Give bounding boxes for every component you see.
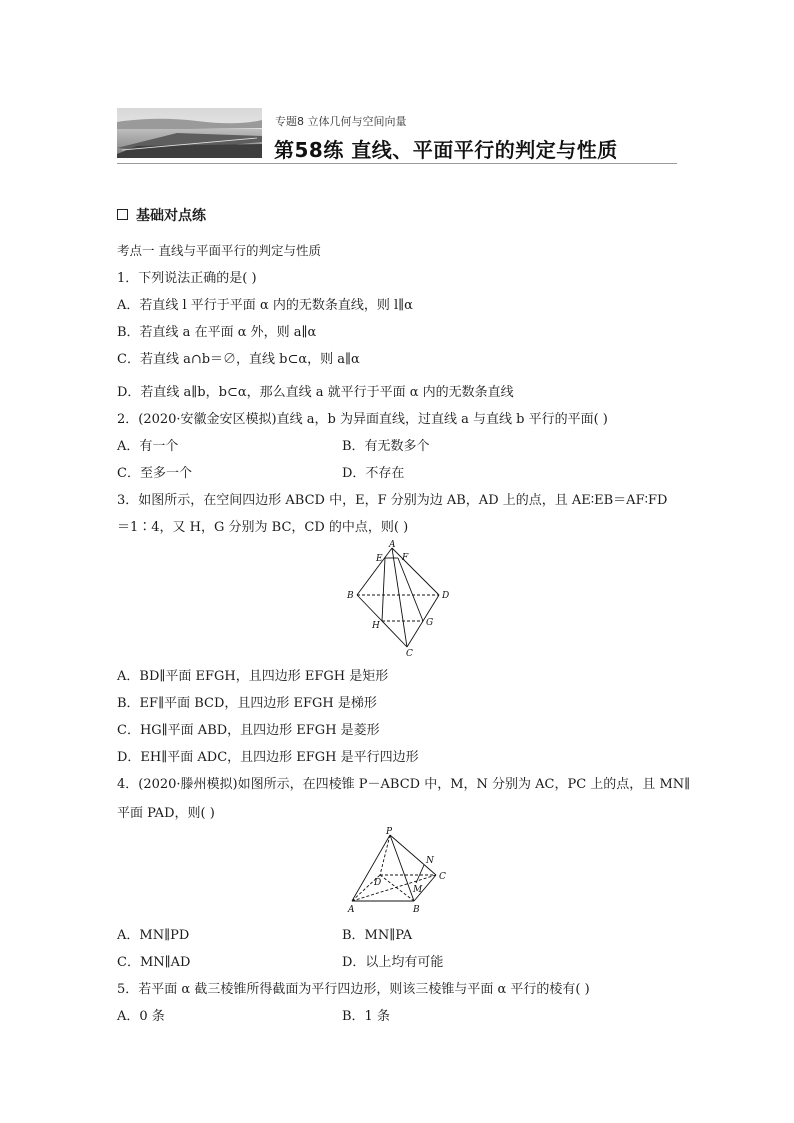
question-4-stem: 4．(2020·滕州模拟)如图所示，在四棱锥 P－ABCD 中，M，N 分别为 AC，PC 上的点，且 MN∥: [117, 777, 691, 792]
page-title: 第58练 直线、平面平行的判定与性质: [274, 138, 618, 162]
question-4-option-b: B．MN∥PA: [342, 928, 413, 943]
question-3-stem-continued: ＝1∶4，又 H，G 分别为 BC，CD 的中点，则( ): [117, 520, 409, 535]
label-e: E: [376, 554, 383, 564]
tetrahedron-figure: [342, 540, 457, 658]
question-2-option-b: B．有无数多个: [342, 439, 430, 454]
section-heading-text: 基础对点练: [136, 208, 206, 224]
label-h: H: [372, 621, 380, 631]
question-3-stem: 3．如图所示，在空间四边形 ABCD 中，E，F 分别为边 AB，AD 上的点，且 AE∶EB＝AF∶FD: [117, 493, 668, 508]
label-f: F: [402, 553, 409, 563]
chapter-label: 专题8 立体几何与空间向量: [275, 115, 407, 128]
label-c2: C: [439, 872, 446, 882]
label-m: M: [413, 885, 423, 895]
question-2-stem: 2．(2020·安徽金安区模拟)直线 a，b 为异面直线，过直线 a 与直线 b 平行的平面( ): [117, 412, 608, 427]
pyramid-figure: [340, 825, 455, 915]
topic-heading: 考点一 直线与平面平行的判定与性质: [117, 243, 321, 258]
question-5-stem: 5．若平面 α 截三棱锥所得截面为平行四边形，则该三棱锥与平面 α 平行的棱有( ): [117, 982, 590, 997]
question-4-option-d: D．以上均有可能: [342, 955, 444, 970]
checkbox-square-icon: [117, 209, 128, 220]
question-3-option-b: B．EF∥平面 BCD，且四边形 EFGH 是梯形: [117, 696, 377, 711]
question-2-option-c: C．至多一个: [117, 466, 192, 481]
question-1-option-c: C．若直线 a∩b＝∅，直线 b⊂α，则 a∥α: [117, 352, 360, 367]
label-a2: A: [348, 905, 355, 915]
question-1-option-d: D．若直线 a∥b，b⊂α，那么直线 a 就平行于平面 α 内的无数条直线: [117, 385, 514, 400]
question-1-stem: 1．下列说法正确的是( ): [117, 271, 257, 286]
question-2-option-d: D．不存在: [342, 466, 405, 481]
question-5-option-a: A．0 条: [117, 1009, 165, 1024]
section-heading: [117, 205, 206, 225]
question-2-option-a: A．有一个: [117, 439, 179, 454]
label-a: A: [389, 540, 396, 550]
label-c: C: [406, 649, 413, 658]
question-4-option-c: C．MN∥AD: [117, 955, 191, 970]
label-b2: B: [413, 905, 420, 915]
header-divider: [117, 163, 677, 164]
label-p: P: [386, 827, 393, 837]
label-n: N: [426, 856, 434, 866]
question-1-option-b: B．若直线 a 在平面 α 外，则 a∥α: [117, 325, 317, 340]
label-d2: D: [374, 878, 382, 888]
question-3-option-d: D．EH∥平面 ADC，且四边形 EFGH 是平行四边形: [117, 750, 419, 765]
question-3-option-a: A．BD∥平面 EFGH，且四边形 EFGH 是矩形: [117, 669, 389, 684]
label-g: G: [426, 618, 434, 628]
question-1-option-a: A．若直线 l 平行于平面 α 内的无数条直线，则 l∥α: [117, 298, 413, 313]
header-banner-image: [117, 108, 262, 158]
question-5-option-b: B．1 条: [342, 1009, 390, 1024]
label-b: B: [347, 591, 354, 601]
question-3-option-c: C．HG∥平面 ABD，且四边形 EFGH 是菱形: [117, 723, 380, 738]
label-d: D: [442, 591, 450, 601]
question-4-stem-continued: 平面 PAD，则( ): [117, 806, 215, 821]
question-4-option-a: A．MN∥PD: [117, 928, 190, 943]
